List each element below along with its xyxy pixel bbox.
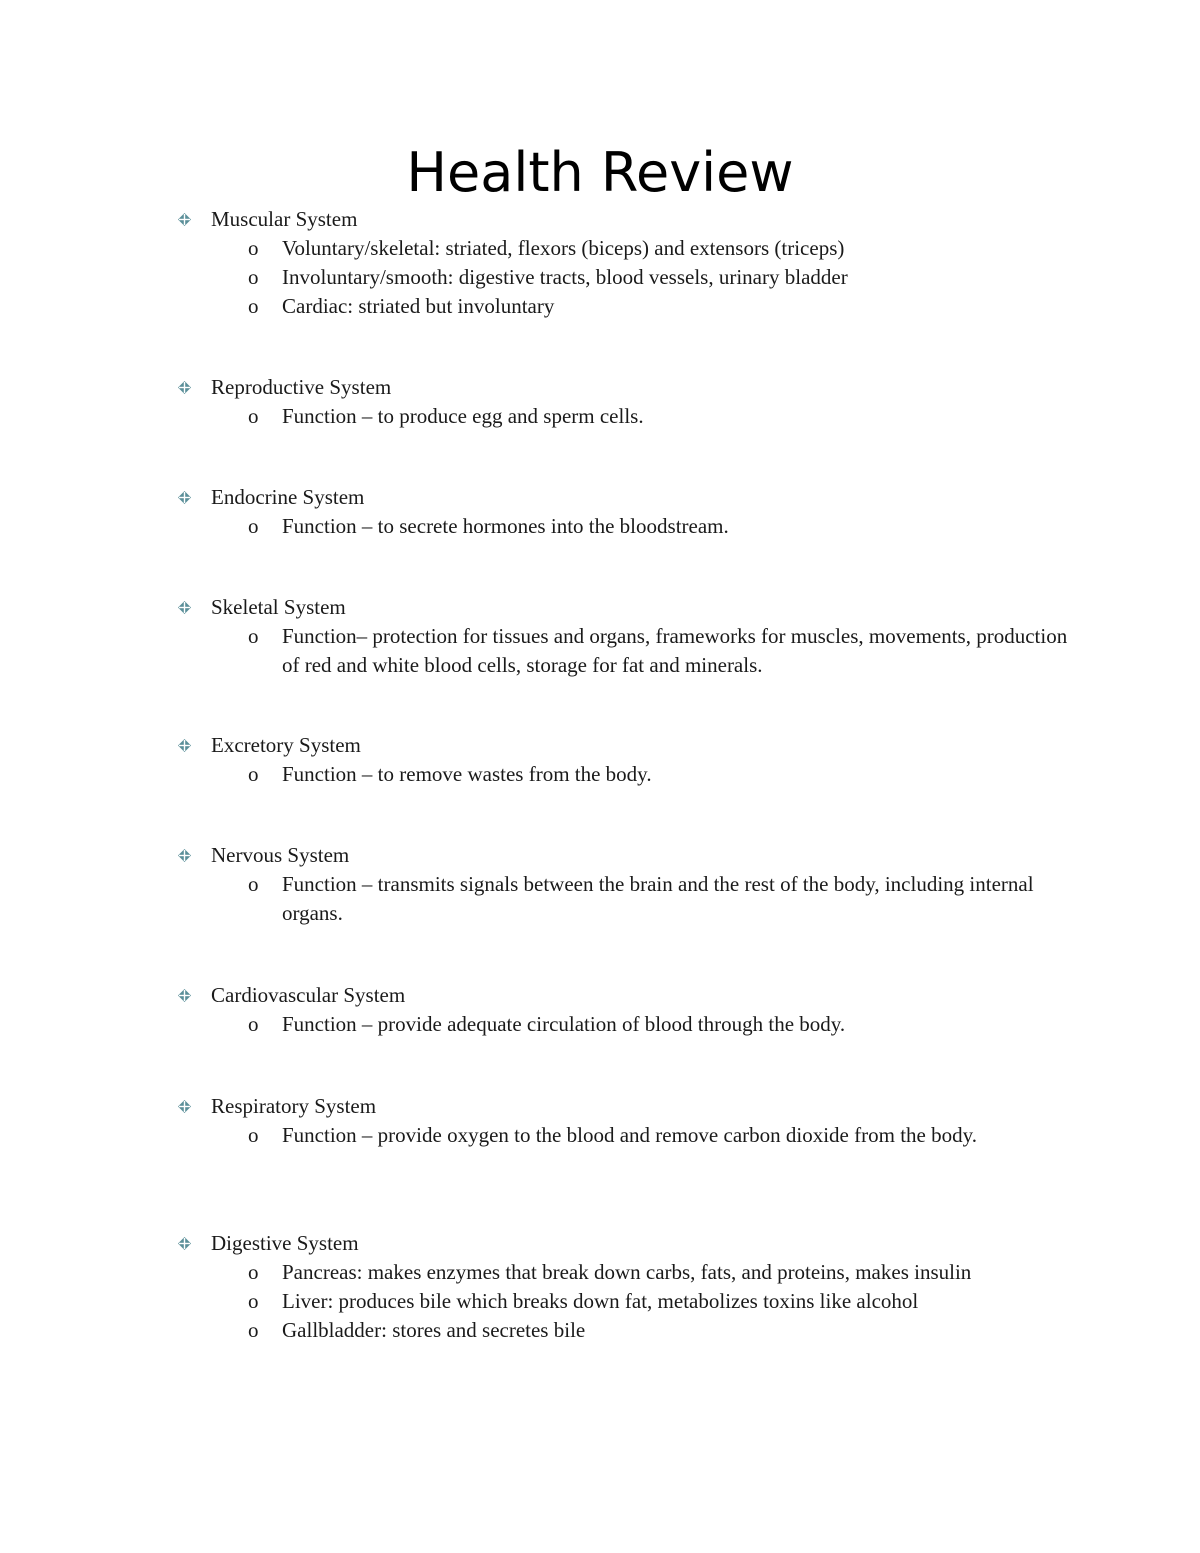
sub-bullet-marker: o	[248, 1123, 259, 1147]
section-excretory-system	[0, 731, 1200, 789]
list-item-text: Involuntary/smooth: digestive tracts, blood vessels, urinary bladder	[282, 265, 848, 289]
section-label: Digestive System	[211, 1231, 359, 1255]
list-item	[248, 760, 1072, 789]
section-label: Respiratory System	[211, 1094, 377, 1118]
section-label: Skeletal System	[211, 595, 346, 619]
list-item	[248, 870, 1072, 928]
sub-list	[0, 870, 1200, 928]
list-item-text: Function – to secrete hormones into the bloodstream.	[282, 514, 729, 538]
list-item	[248, 234, 1072, 263]
section-label: Reproductive System	[211, 375, 392, 399]
section-respiratory-system	[0, 1092, 1200, 1150]
list-item	[248, 1287, 1072, 1316]
list-item-text: Gallbladder: stores and secretes bile	[282, 1318, 586, 1342]
list-item	[248, 1258, 1072, 1287]
sub-bullet-marker: o	[248, 404, 259, 428]
section-endocrine-system	[0, 483, 1200, 541]
list-item	[248, 292, 1072, 321]
list-item	[248, 1010, 1072, 1039]
section-skeletal-system	[0, 593, 1200, 680]
sub-bullet-marker: o	[248, 1318, 259, 1342]
sub-bullet-marker: o	[248, 1012, 259, 1036]
diamond-bullet-icon	[178, 381, 191, 394]
sub-list	[0, 1258, 1200, 1345]
list-item-text: Function – transmits signals between the brain and the rest of the body, including internal organs.	[282, 872, 1034, 925]
sub-bullet-marker: o	[248, 514, 259, 538]
diamond-bullet-icon	[178, 849, 191, 862]
list-item-text: Liver: produces bile which breaks down fat, metabolizes toxins like alcohol	[282, 1289, 919, 1313]
sub-list	[0, 1010, 1200, 1039]
list-item	[248, 1316, 1072, 1345]
sub-list	[0, 760, 1200, 789]
list-item-text: Voluntary/skeletal: striated, flexors (biceps) and extensors (triceps)	[282, 236, 845, 260]
list-item	[248, 512, 1072, 541]
diamond-bullet-icon	[178, 739, 191, 752]
list-item	[248, 622, 1072, 680]
list-item-text: Cardiac: striated but involuntary	[282, 294, 555, 318]
list-item-text: Function – to remove wastes from the body.	[282, 762, 652, 786]
list-item	[248, 1121, 1072, 1150]
diamond-bullet-icon	[178, 989, 191, 1002]
section-label: Muscular System	[211, 207, 358, 231]
list-item	[248, 402, 1072, 431]
sub-bullet-marker: o	[248, 236, 259, 260]
diamond-bullet-icon	[178, 213, 191, 226]
sub-list	[0, 234, 1200, 321]
sub-bullet-marker: o	[248, 265, 259, 289]
list-item-text: Pancreas: makes enzymes that break down carbs, fats, and proteins, makes insulin	[282, 1260, 972, 1284]
page-title: Health Review	[406, 141, 794, 204]
list-item-text: Function – provide adequate circulation of blood through the body.	[282, 1012, 846, 1036]
sub-list	[0, 402, 1200, 431]
sub-bullet-marker: o	[248, 1260, 259, 1284]
section-cardiovascular-system	[0, 981, 1200, 1039]
section-nervous-system	[0, 841, 1200, 928]
section-label: Nervous System	[211, 843, 350, 867]
sub-bullet-marker: o	[248, 294, 259, 318]
sub-list	[0, 512, 1200, 541]
list-item-text: Function – provide oxygen to the blood and remove carbon dioxide from the body.	[282, 1123, 977, 1147]
sub-list	[0, 622, 1200, 680]
sub-list	[0, 1121, 1200, 1150]
list-item-text: Function– protection for tissues and organs, frameworks for muscles, movements, production of red and white blood cells, storage for fat and minerals.	[282, 624, 1068, 677]
section-label: Endocrine System	[211, 485, 365, 509]
section-muscular-system	[0, 205, 1200, 321]
diamond-bullet-icon	[178, 491, 191, 504]
list-item-text: Function – to produce egg and sperm cells.	[282, 404, 644, 428]
diamond-bullet-icon	[178, 1100, 191, 1113]
section-digestive-system	[0, 1229, 1200, 1345]
section-label: Cardiovascular System	[211, 983, 406, 1007]
list-item	[248, 263, 1072, 292]
diamond-bullet-icon	[178, 601, 191, 614]
section-reproductive-system	[0, 373, 1200, 431]
sub-bullet-marker: o	[248, 872, 259, 896]
sub-bullet-marker: o	[248, 1289, 259, 1313]
diamond-bullet-icon	[178, 1237, 191, 1250]
sub-bullet-marker: o	[248, 762, 259, 786]
section-label: Excretory System	[211, 733, 361, 757]
sub-bullet-marker: o	[248, 624, 259, 648]
